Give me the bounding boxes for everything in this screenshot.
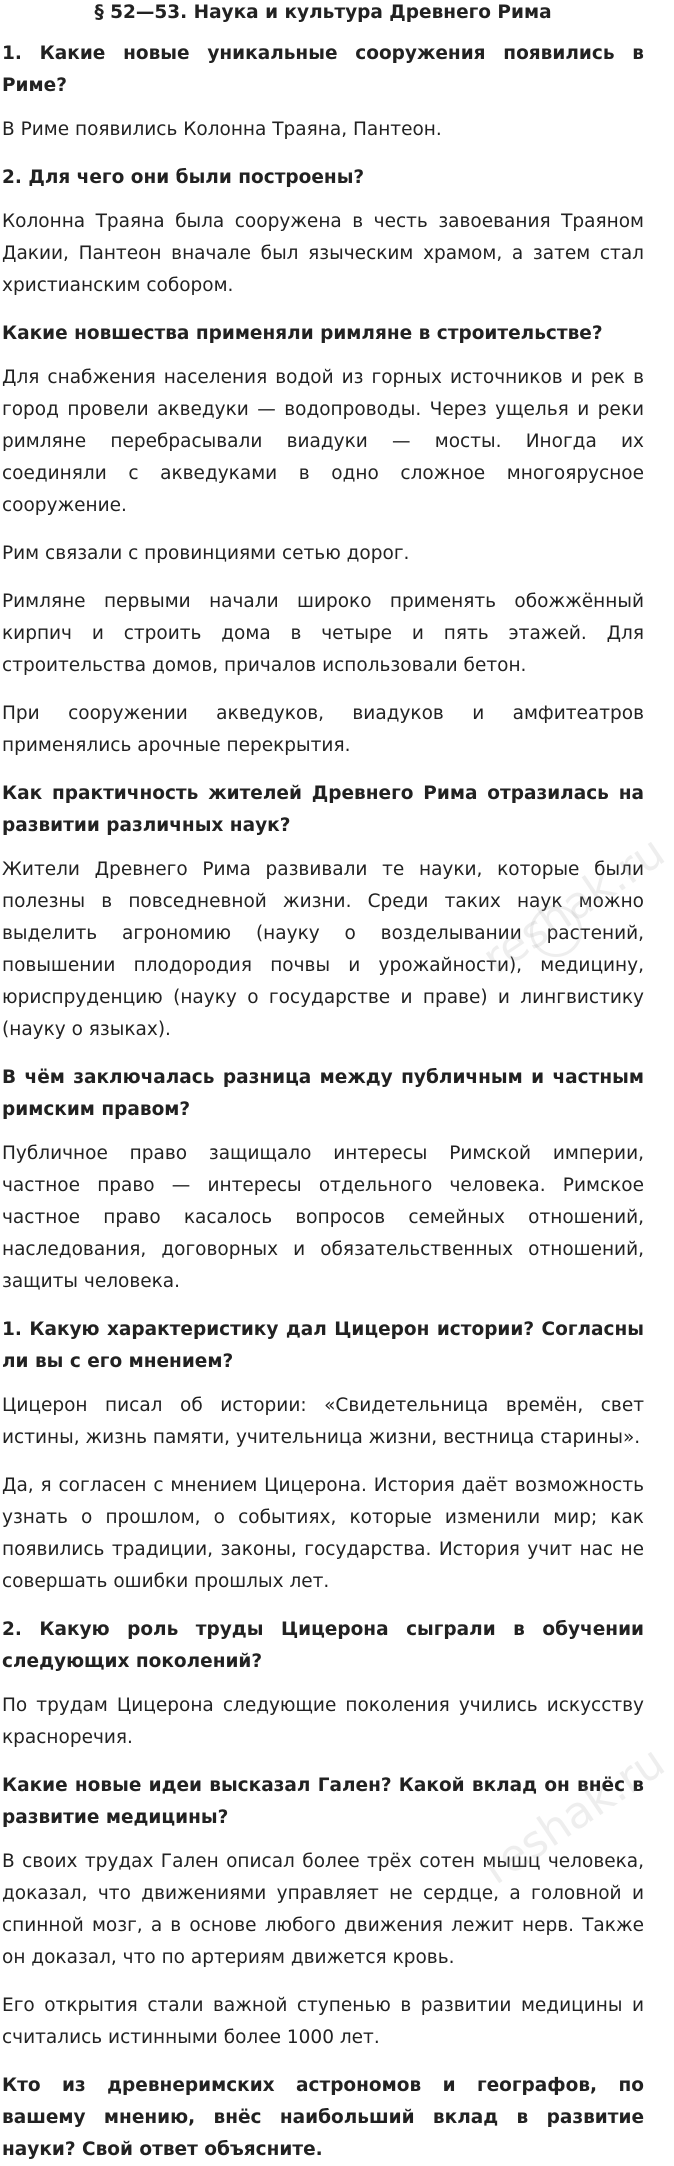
qa-block-8 [0,1770,646,2054]
answer-paragraph: Его открытия стали важной ступенью в развитии медицины и считались истинными более 1000 лет. [2,1995,644,2048]
question: Кто из древнеримских астрономов и географов, по вашему мнению, внёс наибольший вклад в развитие науки? Свой ответ объясните. [2,2075,644,2160]
qa-block-7 [0,1614,646,1754]
question: 2. Для чего они были построены? [2,167,365,188]
answer-paragraph: Цицерон писал об истории: «Свидетельница времён, свет истины, жизнь памяти, учительница жизни, вестница старины». [2,1395,644,1448]
answer-paragraph: В своих трудах Гален описал более трёх сотен мышц человека, доказал, что движениями управляет не сердце, а головной и спинной мозг, а в основе любого движения лежит нерв. Также он доказал, что по артериям движется кровь. [2,1851,644,1968]
answer-paragraph: Публичное право защищало интересы Римской империи, частное право — интересы отдельного человека. Римское частное право касалось вопросов семейных отношений, наследования, договорных и обязательственных отношений, защиты человека. [2,1143,644,1292]
qa-block-6 [0,1314,646,1598]
page-title: § 52—53. Наука и культура Древнего Рима [94,2,552,23]
watermark: reshak.ru [473,1736,674,1895]
watermark: reshak.ru [473,826,674,985]
answer-paragraph: Римляне первыми начали широко применять обожжённый кирпич и строить дома в четыре и пять этажей. Для строительства домов, причалов использовали бетон. [2,591,644,676]
qa-block-1 [0,38,646,146]
qa-block-3 [0,318,646,762]
answer-paragraph: При сооружении акведуков, виадуков и амфитеатров применялись арочные перекрытия. [2,703,644,756]
question: 1. Какие новые уникальные сооружения появились в Риме? [2,43,644,96]
question: В чём заключалась разница между публичным и частным римским правом? [2,1067,644,1120]
answer-paragraph: Колонна Траяна была сооружена в честь завоевания Траяном Дакии, Пантеон вначале был языческим храмом, а затем стал христианским собором. [2,211,644,296]
qa-block-5 [0,1062,646,1298]
answer-paragraph: По трудам Цицерона следующие поколения учились искусству красноречия. [2,1695,644,1748]
answer-paragraph: Рим связали с провинциями сетью дорог. [2,543,410,564]
question: Какие новые идеи высказал Гален? Какой вклад он внёс в развитие медицины? [2,1775,644,1828]
answer-paragraph: Для снабжения населения водой из горных источников и рек в город провели акведуки — водопроводы. Через ущелья и реки римляне перебрасывали виадуки — мосты. Иногда их соединяли с акведуками в одно сложное многоярусное сооружение. [2,367,644,516]
answer-paragraph: Да, я согласен с мнением Цицерона. История даёт возможность узнать о прошлом, о событиях, которые изменили мир; как появились традиции, законы, государства. История учит нас не совершать ошибки прошлых лет. [2,1475,644,1592]
question: 1. Какую характеристику дал Цицерон истории? Согласны ли вы с его мнением? [2,1319,644,1372]
qa-block-9 [0,2070,646,2166]
answer-paragraph: В Риме появились Колонна Траяна, Пантеон. [2,119,442,140]
question: 2. Какую роль труды Цицерона сыграли в обучении следующих поколений? [2,1619,644,1672]
qa-block-2 [0,162,646,302]
answer-paragraph: Жители Древнего Рима развивали те науки, которые были полезны в повседневной жизни. Среди таких наук можно выделить агрономию (науку о возделывании растений, повышении плодородия почвы и урожайности), медицину, юриспруденцию (науку о государстве и праве) и лингвистику (науку о языках). [2,859,644,1040]
question: Какие новшества применяли римляне в строительстве? [2,323,603,344]
question: Как практичность жителей Древнего Рима отразилась на развитии различных наук? [2,783,644,836]
qa-block-4 [0,778,646,1046]
